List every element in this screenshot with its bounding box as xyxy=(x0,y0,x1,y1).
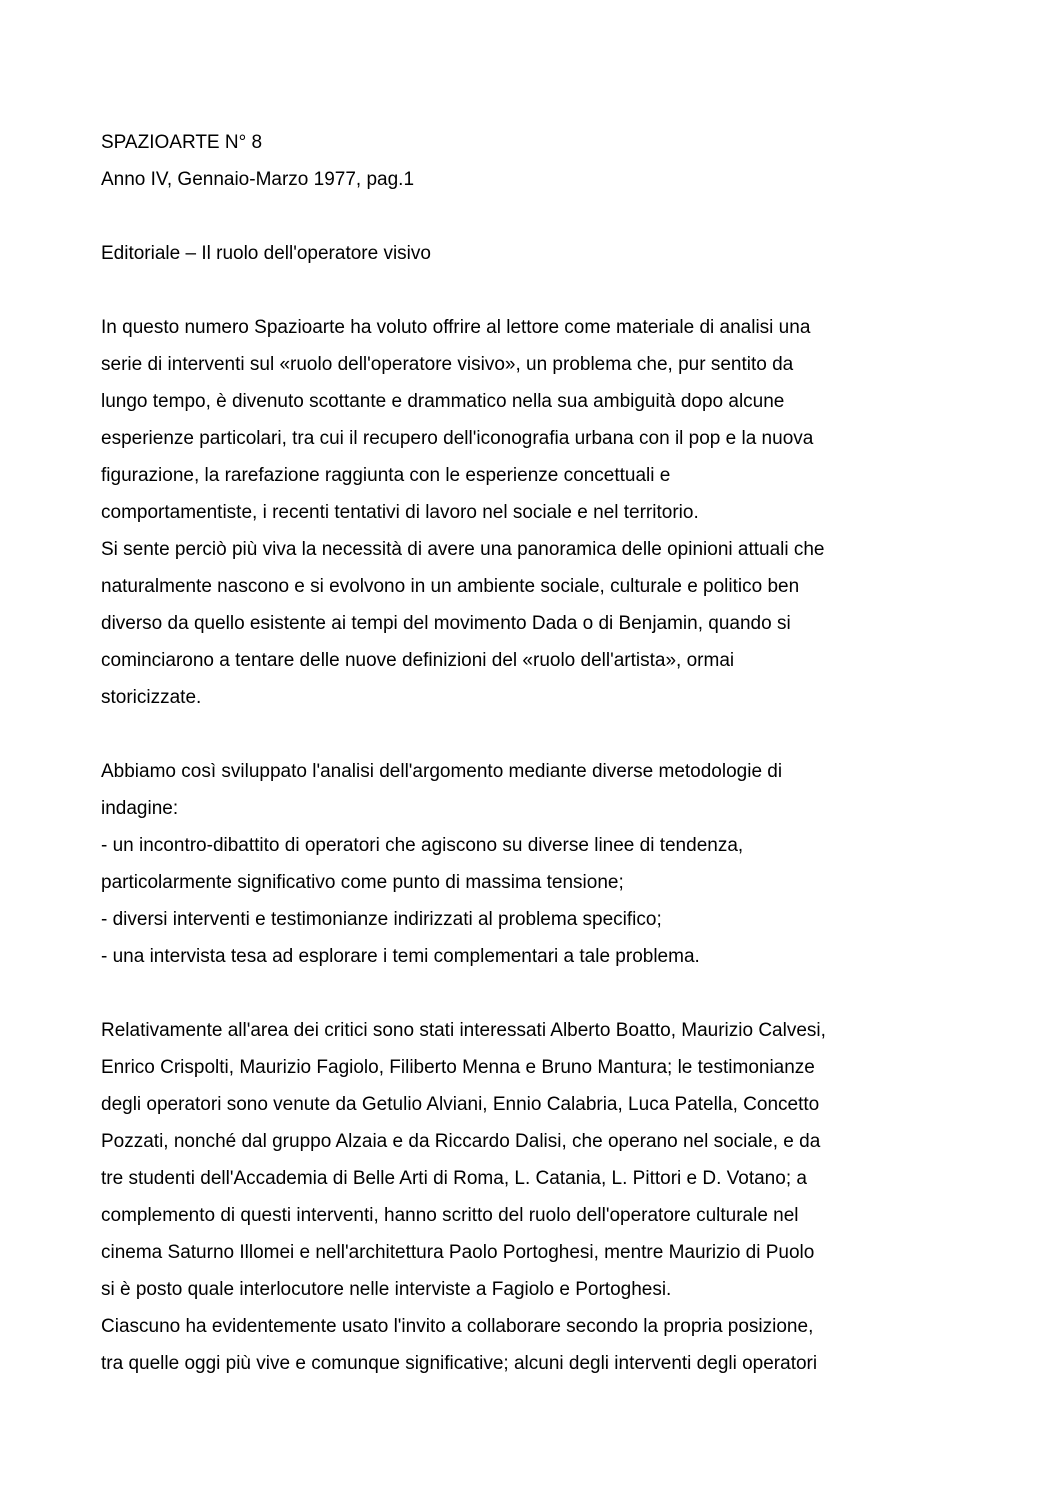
text-line: si è posto quale interlocutore nelle interviste a Fagiolo e Portoghesi. xyxy=(101,1279,672,1300)
text-line: figurazione, la rarefazione raggiunta con le esperienze concettuali e xyxy=(101,465,671,486)
article-title: Editoriale – Il ruolo dell'operatore visivo xyxy=(101,243,431,264)
document-page xyxy=(101,124,981,1382)
text-line: Abbiamo così sviluppato l'analisi dell'argomento mediante diverse metodologie di xyxy=(101,761,783,782)
text-line: serie di interventi sul «ruolo dell'operatore visivo», un problema che, pur sentito da xyxy=(101,354,794,375)
list-item: - un incontro-dibattito di operatori che agiscono su diverse linee di tendenza, xyxy=(101,835,744,856)
text-line: storicizzate. xyxy=(101,687,202,708)
list-item: - una intervista tesa ad esplorare i temi complementari a tale problema. xyxy=(101,946,700,967)
text-line: Si sente perciò più viva la necessità di avere una panoramica delle opinioni attuali che xyxy=(101,539,825,560)
spacer xyxy=(101,198,981,235)
issue-info: Anno IV, Gennaio-Marzo 1977, pag.1 xyxy=(101,169,415,190)
text-line: Enrico Crispolti, Maurizio Fagiolo, Filiberto Menna e Bruno Mantura; le testimonianze xyxy=(101,1057,815,1078)
journal-name: SPAZIOARTE N° 8 xyxy=(101,132,263,153)
text-line: In questo numero Spazioarte ha voluto offrire al lettore come materiale di analisi una xyxy=(101,317,811,338)
text-line: cominciarono a tentare delle nuove definizioni del «ruolo dell'artista», ormai xyxy=(101,650,735,671)
text-line: esperienze particolari, tra cui il recupero dell'iconografia urbana con il pop e la nuova xyxy=(101,428,814,449)
paragraph-4 xyxy=(101,1012,981,1308)
spacer xyxy=(101,975,981,1012)
text-line: lungo tempo, è divenuto scottante e drammatico nella sua ambiguità dopo alcune xyxy=(101,391,785,412)
list-item: - diversi interventi e testimonianze indirizzati al problema specifico; xyxy=(101,909,662,930)
paragraph-1 xyxy=(101,309,981,531)
text-line: tra quelle oggi più vive e comunque significative; alcuni degli interventi degli operatori xyxy=(101,1353,818,1374)
text-line: Ciascuno ha evidentemente usato l'invito a collaborare secondo la propria posizione, xyxy=(101,1316,814,1337)
text-line: indagine: xyxy=(101,798,179,819)
text-line: naturalmente nascono e si evolvono in un ambiente sociale, culturale e politico ben xyxy=(101,576,800,597)
text-line: diverso da quello esistente ai tempi del movimento Dada o di Benjamin, quando si xyxy=(101,613,791,634)
text-line: tre studenti dell'Accademia di Belle Arti di Roma, L. Catania, L. Pittori e D. Votano; a xyxy=(101,1168,807,1189)
spacer xyxy=(101,716,981,753)
text-line: particolarmente significativo come punto di massima tensione; xyxy=(101,872,624,893)
text-line: Relativamente all'area dei critici sono stati interessati Alberto Boatto, Maurizio Calvesi, xyxy=(101,1020,826,1041)
paragraph-2 xyxy=(101,531,981,716)
text-line: degli operatori sono venute da Getulio Alviani, Ennio Calabria, Luca Patella, Concetto xyxy=(101,1094,820,1115)
text-line: complemento di questi interventi, hanno scritto del ruolo dell'operatore culturale nel xyxy=(101,1205,799,1226)
paragraph-3 xyxy=(101,753,981,975)
text-line: Pozzati, nonché dal gruppo Alzaia e da Riccardo Dalisi, che operano nel sociale, e da xyxy=(101,1131,821,1152)
spacer xyxy=(101,272,981,309)
text-line: comportamentiste, i recenti tentativi di lavoro nel sociale e nel territorio. xyxy=(101,502,699,523)
text-line: cinema Saturno Illomei e nell'architettura Paolo Portoghesi, mentre Maurizio di Puolo xyxy=(101,1242,815,1263)
paragraph-5 xyxy=(101,1308,981,1382)
